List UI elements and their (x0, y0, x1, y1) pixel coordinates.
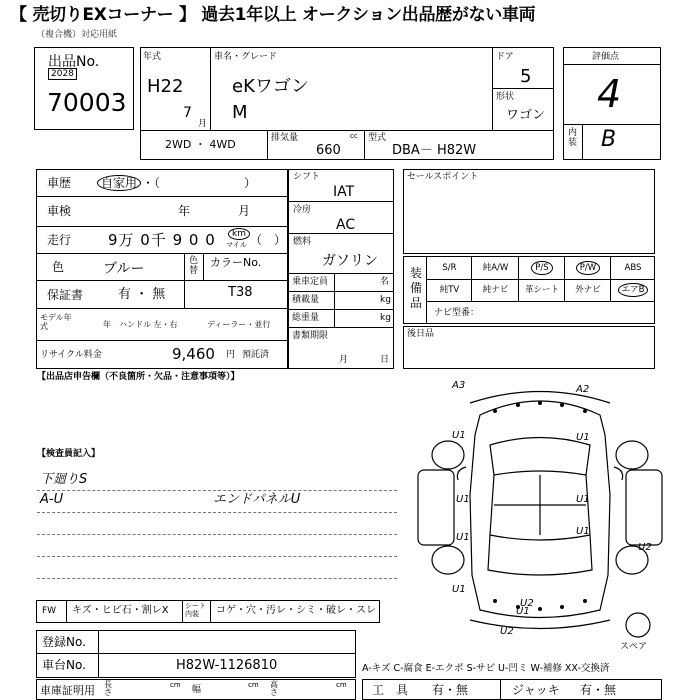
recycle-label: リサイクル料金 (40, 350, 102, 360)
drive-value: 2WD ・ 4WD (165, 138, 236, 151)
inspector-line-2: A-U (40, 492, 64, 507)
width-label: 幅 (192, 685, 202, 695)
damage-mark: U1 (452, 584, 466, 595)
equipment-item: 純TV (439, 285, 460, 295)
damage-mark: U1 (456, 532, 470, 543)
recycle-amount: 9,460 (172, 345, 215, 363)
fuel-label: 燃料 (293, 237, 312, 247)
inspector-line-3: エンドパネルU (213, 492, 301, 507)
interior-value: B (601, 127, 617, 152)
damage-mark: A3 (452, 380, 466, 391)
damage-mark: U1 (576, 494, 590, 505)
docs-label: 書類期限 (292, 331, 329, 341)
ac-value: AC (336, 217, 356, 233)
damage-mark: U2 (638, 542, 652, 553)
body-label: 形状 (496, 92, 515, 102)
model-value: DBA－ H82W (392, 143, 477, 158)
interior-label: 内装 (568, 128, 578, 148)
header-title: 【 売切りEXコーナー 】 過去1年以上 オークション出品歴がない車両 (10, 5, 536, 25)
load-unit: kg (380, 295, 391, 305)
damage-mark: U2 (500, 626, 514, 637)
model-label: 型式 (368, 133, 387, 143)
vehicle-name: eKワゴン (232, 76, 309, 97)
navi-label: ナビ型番： (434, 308, 480, 318)
weight-unit: kg (380, 313, 391, 323)
inspection-value: 年 月 (178, 204, 251, 218)
mileage-label: 走行 (47, 233, 72, 247)
fuel-value: ガソリン (322, 253, 378, 269)
damage-mark: U1 (576, 526, 590, 537)
reg-label: 登録No. (42, 635, 86, 649)
recycle-unit: 円 (226, 350, 236, 360)
chassis-label: 車台No. (42, 658, 86, 672)
model-year-unit: 年 (103, 320, 111, 329)
handle-label: ハンドル 左・右 (119, 320, 178, 329)
equipment-item: 純ナビ (482, 285, 509, 295)
tools-label: 工 具 (372, 683, 409, 697)
warranty-label: 保証書 (47, 288, 84, 302)
year-value: H22 (147, 76, 184, 97)
load-label: 積載量 (292, 295, 320, 305)
mileage-value: 9万 0千 9 0 0 (108, 231, 216, 249)
equipment-item: P/W (565, 263, 611, 273)
sheet-text: コゲ・穴・汚レ・シミ・破レ・スレ (216, 605, 376, 616)
listing-label: 出品No. (48, 54, 100, 70)
doors-label: ドア (496, 52, 514, 62)
tools-value: 有・無 (432, 683, 469, 697)
month-value: 7 (183, 105, 192, 121)
dealer-label: ディーラー・並行 (207, 320, 271, 329)
color-value: ブルー (103, 261, 145, 277)
chassis-value: H82W-1126810 (176, 658, 278, 673)
height-unit: cm (336, 681, 347, 689)
capacity-unit: 名 (380, 277, 390, 287)
color-no-label: カラーNo. (210, 256, 262, 269)
history-value: 自家用 (97, 175, 141, 191)
header-subtitle: （複合機）対応用紙 (36, 30, 118, 40)
damage-legend: A-キズ C-腐食 E-エクボ S-サビ U-凹ミ W-補修 XX-交換済 (362, 663, 610, 674)
capacity-label: 乗車定員 (292, 277, 329, 287)
score-label: 評価点 (592, 52, 620, 62)
seller-notes-label: 【出品店申告欄（不良箇所・欠品・注意事項等）】 (37, 372, 240, 382)
name-label: 車名・グレード (214, 52, 278, 62)
inspector-label: 【検査員記入】 (37, 449, 101, 459)
spare-label: スペア (620, 642, 648, 652)
year-label: 年式 (143, 52, 162, 62)
fw-label: FW (42, 606, 57, 616)
damage-mark: U1 (516, 606, 530, 617)
damage-mark: U1 (456, 494, 470, 505)
sales-point-label: セールスポイント (407, 172, 479, 182)
length-unit: cm (170, 681, 181, 689)
after-market-box (403, 326, 655, 369)
score-value: 4 (597, 72, 622, 116)
length-label: 長さ (104, 680, 112, 697)
car-diagram (410, 375, 670, 645)
inspection-label: 車検 (47, 204, 72, 218)
body-value: ワゴン (506, 108, 546, 123)
fw-text: キズ・ヒビ石・割レX (72, 605, 169, 616)
equipment-item: エアB (611, 285, 655, 295)
equipment-label: 装備品 (410, 266, 423, 310)
ac-label: 冷房 (293, 205, 312, 215)
mileage-unit2: マイル (226, 241, 247, 249)
listing-stamp: 2028 (48, 68, 77, 80)
displacement-label: 排気量 (271, 133, 299, 143)
damage-mark: A2 (576, 384, 590, 395)
damage-mark: U1 (576, 432, 590, 443)
color-change-label: 色替 (189, 256, 199, 276)
cert-label: 車庫証明用 (40, 684, 95, 697)
equipment-item: 純A/W (482, 263, 509, 273)
displacement-unit: cc (350, 132, 358, 140)
equipment-item: P/S (519, 263, 565, 273)
recycle-note: 預託済 (242, 350, 270, 360)
damage-mark: U2 (520, 598, 534, 609)
month-unit: 月 (198, 119, 208, 129)
warranty-value: 有 ・ 無 (118, 287, 166, 302)
after-market-label: 後日品 (407, 329, 435, 339)
docs-day: 日 (380, 355, 390, 365)
mileage-paren: （ ） (250, 233, 287, 247)
height-label: 高さ (270, 680, 278, 697)
equipment-item: 外ナビ (575, 285, 601, 295)
jack-value: 有・無 (580, 683, 617, 697)
sheet-label: シート内装 (185, 602, 206, 618)
weight-label: 総重量 (292, 313, 320, 323)
shift-value: IAT (333, 184, 355, 200)
equipment-item: S/R (442, 263, 457, 273)
doors-value: 5 (520, 66, 532, 87)
docs-month: 月 (339, 355, 349, 365)
equipment-item: ABS (624, 263, 642, 273)
inspector-line-1: 下廻りS (40, 472, 88, 487)
vehicle-grade: M (232, 102, 248, 123)
equipment-item: 革シート (524, 285, 559, 295)
jack-label: ジャッキ (512, 683, 560, 697)
damage-mark: U1 (452, 430, 466, 441)
color-label: 色 (52, 260, 65, 274)
listing-number: 70003 (47, 88, 127, 117)
model-year-label: モデル年式 (40, 313, 72, 331)
width-unit: cm (248, 681, 259, 689)
displacement-value: 660 (316, 143, 341, 158)
color-no-value: T38 (228, 285, 253, 300)
shift-label: シフト (293, 172, 321, 182)
mileage-unit: km (228, 228, 250, 240)
history-label: 車歴 (47, 176, 72, 190)
history-suffix: ・（ ） (142, 176, 257, 190)
